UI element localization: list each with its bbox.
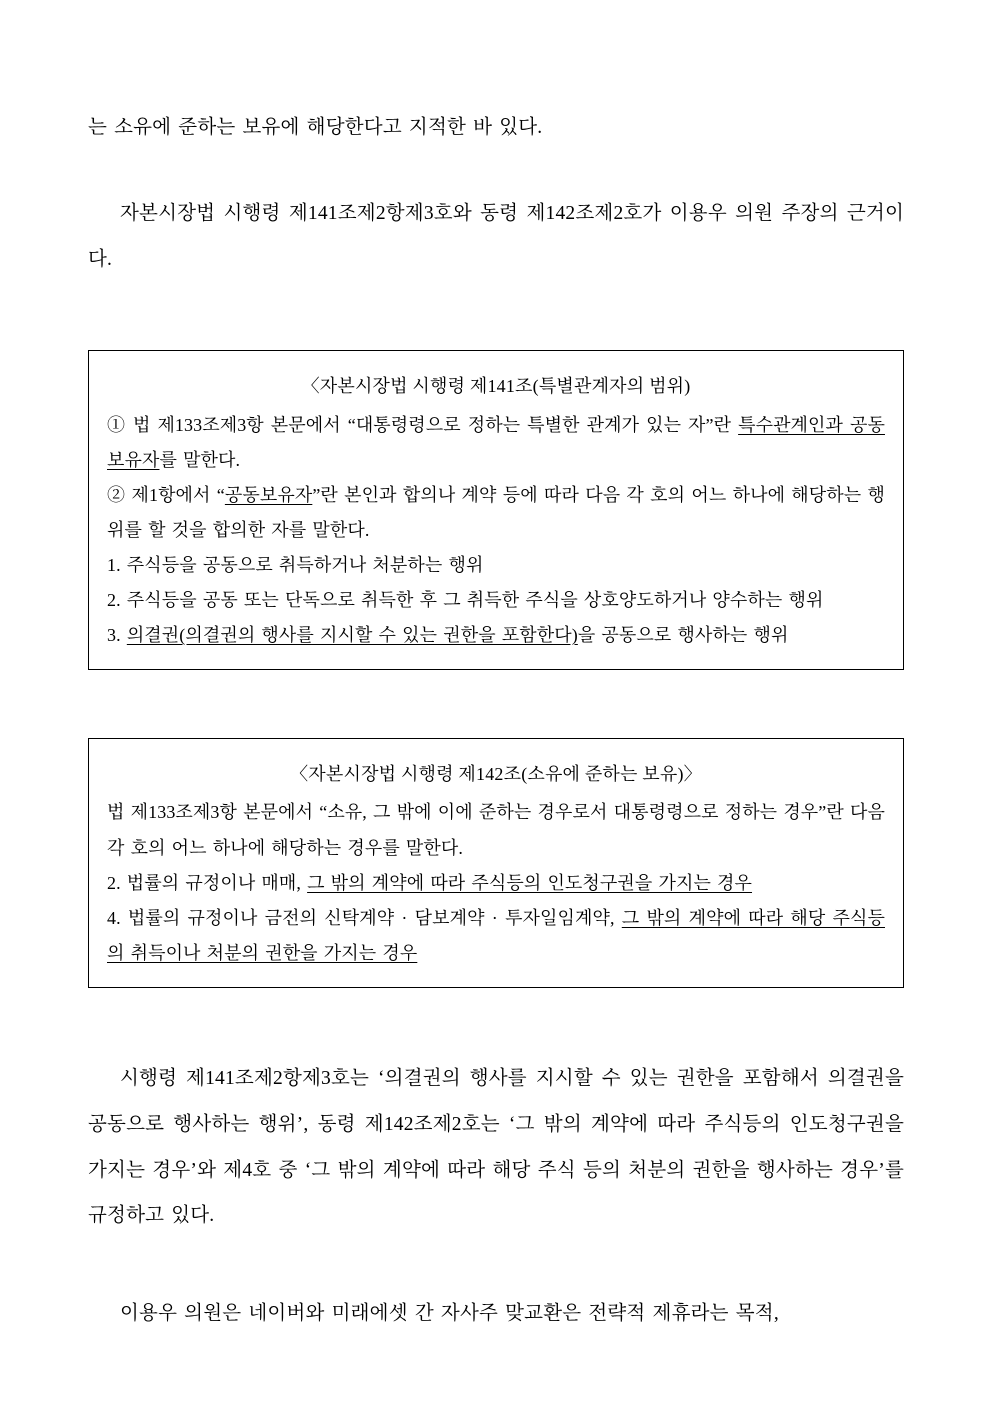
item-3-text-a: 3. — [107, 625, 127, 646]
clause-1-underline: 특수관계인과 공동보유자 — [107, 414, 885, 470]
item-4-underline: 그 밖의 계약에 따라 해당 주식등의 취득이나 처분의 권한을 가지는 경우 — [107, 907, 885, 963]
clause-2-text-b: ”란 본인과 합의나 계약 등에 따라 다음 각 호의 어느 하나에 해당하는 행위를 할 것을 합의한 자를 말한다. — [107, 484, 885, 540]
clause-2-underline: 공동보유자 — [224, 484, 313, 505]
item-2-underline: 그 밖의 계약에 따라 주식등의 인도청구권을 가지는 경우 — [307, 872, 753, 893]
law-box-142-title: 〈자본시장법 시행령 제142조(소유에 준하는 보유)〉 — [290, 764, 702, 785]
law-box-142-main: 법 제133조제3항 본문에서 “소유, 그 밖에 이에 준하는 경우로서 대통령령으로 정하는 경우”란 다음 각 호의 어느 하나에 해당하는 경우를 말한다. — [107, 802, 885, 858]
law-box-141-item-2: 2. 주식등을 공동 또는 단독으로 취득한 후 그 취득한 주식을 상호양도하거나 양수하는 행위 — [107, 590, 824, 611]
paragraph-1: 는 소유에 준하는 보유에 해당한다고 지적한 바 있다. — [88, 117, 543, 138]
item-3-underline: 의결권(의결권의 행사를 지시할 수 있는 권한을 포함한다) — [126, 625, 578, 646]
clause-2-text-a: ② 제1항에서 “ — [107, 484, 225, 505]
paragraph-2: 자본시장법 시행령 제141조제2항제3호와 동령 제142조제2호가 이용우 의원 주장의 근거이다. — [88, 202, 904, 270]
clause-1-text-b: 를 말한다. — [159, 449, 241, 470]
paragraph-3: 시행령 제141조제2항제3호는 ‘의결권의 행사를 지시할 수 있는 권한을 포함해서 의결권을 공동으로 행사하는 행위’, 동령 제142조제2호는 ‘그 밖의 계약에 따라 주식등의 인도청구권을 가지는 경우’와 제4호 중 ‘그 밖의 계약에 따라 해당 주식 등의 처분의 권한을 행사하는 경우’를 규정하고 있다. — [88, 1067, 904, 1227]
spacer — [88, 282, 904, 350]
law-box-142-item-4 — [107, 901, 885, 971]
item-2-text-a: 2. 법률의 규정이나 매매, — [107, 872, 308, 893]
law-box-141 — [88, 350, 904, 670]
law-box-141-title: 〈자본시장법 시행령 제141조(특별관계자의 범위) — [301, 376, 691, 397]
law-box-142 — [88, 738, 904, 988]
spacer — [88, 988, 904, 1056]
clause-1-text-a: ① 법 제133조제3항 본문에서 “대통령령으로 정하는 특별한 관계가 있는 자”란 — [107, 414, 739, 435]
spacer — [88, 1239, 904, 1291]
paragraph-4: 이용우 의원은 네이버와 미래에셋 간 자사주 맞교환은 전략적 제휴라는 목적, — [120, 1303, 779, 1325]
item-3-text-b: 을 공동으로 행사하는 행위 — [577, 625, 789, 646]
item-4-text-a: 4. 법률의 규정이나 금전의 신탁계약 · 담보계약 · 투자일임계약, — [107, 907, 622, 928]
spacer — [88, 670, 904, 738]
law-box-141-clause-1 — [107, 408, 885, 478]
spacer — [88, 151, 904, 191]
law-box-141-item-3 — [107, 618, 885, 653]
law-box-141-item-1: 1. 주식등을 공동으로 취득하거나 처분하는 행위 — [107, 555, 484, 575]
law-box-142-item-2 — [107, 866, 885, 901]
law-box-141-clause-2 — [107, 478, 885, 548]
